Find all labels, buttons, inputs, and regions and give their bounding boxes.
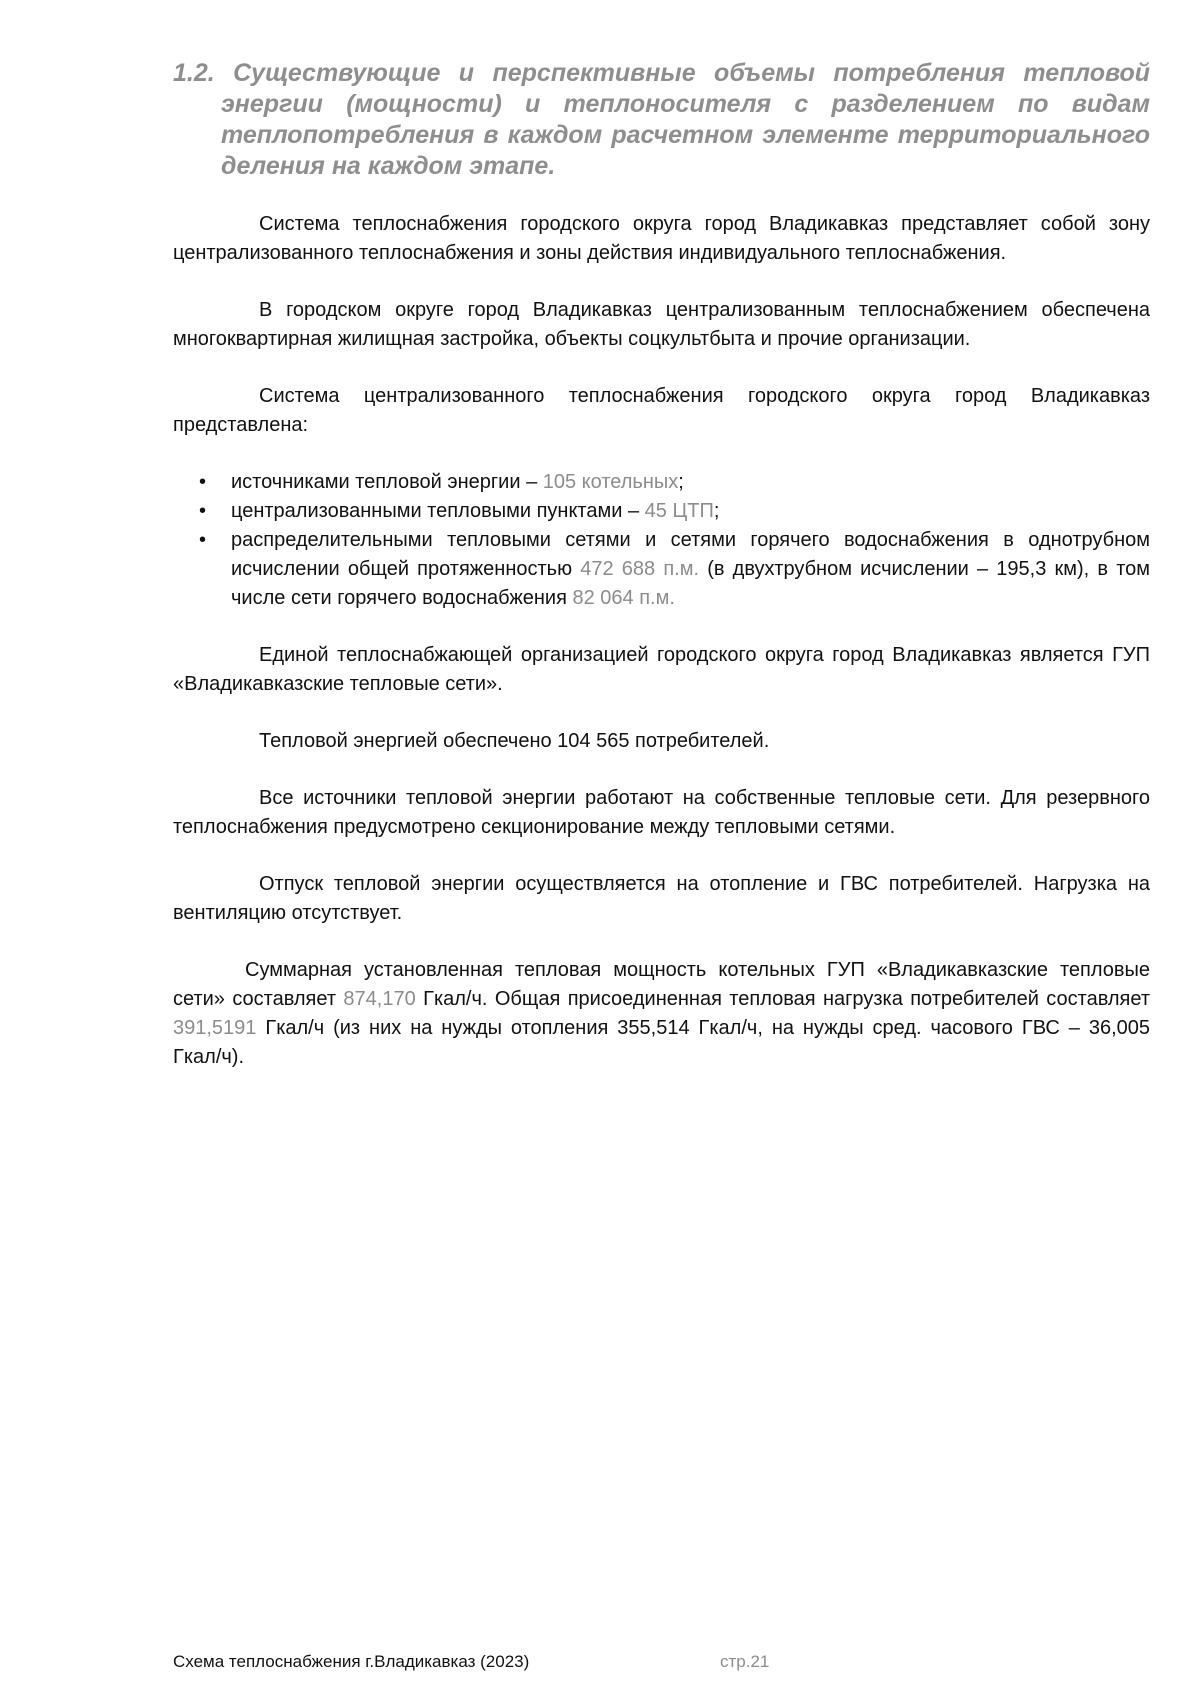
document-page [173,58,1150,1072]
paragraph-supply: Отпуск тепловой энергии осуществляется на отопление и ГВС потребителей. Нагрузка на вентиляцию отсутствует. [173,873,1150,924]
installed-capacity: 874,170 [343,988,416,1010]
bullet-list [173,468,1150,613]
paragraph-system: Система теплоснабжения городского округа город Владикавказ представляет собой зону централизованного теплоснабжения и зоны действия индивидуального теплоснабжения. [173,213,1150,264]
boiler-count: 105 котельных [542,471,679,493]
list-item: • распределительными тепловыми сетями и сетями горячего водоснабжения в однотрубном исчислении общей протяженностью 472 688 п.м. (в двухтрубном исчислении – 195,3 км), в том числе сети горячего водоснабжения 82 064 п.м. [173,526,1150,613]
hot-water-length: 82 064 п.м. [572,587,675,609]
section-heading: 1.2. Существующие и перспективные объемы потребления тепловой энергии (мощности) и теплоносителя с разделением по видам теплопотребления в каждом расчетном элементе территориального деления на каждом этапе. [173,59,1150,180]
paragraph-capacity: Суммарная установленная тепловая мощность котельных ГУП «Владикавказские тепловые сети» составляет 874,170 Гкал/ч. Общая присоединенная тепловая нагрузка потребителей составляет 391,5191 Гкал/ч (из них на нужды отопления 355,514 Гкал/ч, на нужды сред. часового ГВС – 36,005 Гкал/ч). [173,959,1150,1068]
paragraph-organization: Единой теплоснабжающей организацией городского округа город Владикавказ является ГУП «Владикавказские тепловые сети». [173,644,1150,695]
paragraph-sources: Все источники тепловой энергии работают на собственные тепловые сети. Для резервного теплоснабжения предусмотрено секционирование между тепловыми сетями. [173,787,1150,838]
paragraph-coverage: В городском округе город Владикавказ централизованным теплоснабжением обеспечена многоквартирная жилищная застройка, объекты соцкультбыта и прочие организации. [173,299,1150,350]
paragraph-represented: Система централизованного теплоснабжения городского округа город Владикавказ представлена: [173,385,1150,436]
list-item: • централизованными тепловыми пунктами – 45 ЦТП; [173,497,1150,526]
ctp-count: 45 ЦТП [644,500,714,522]
list-item: • источниками тепловой энергии – 105 котельных; [173,468,1150,497]
paragraph-consumers: Тепловой энергией обеспечено 104 565 потребителей. [259,730,770,752]
page-number: стр.21 [720,1652,770,1671]
footer-title: Схема теплоснабжения г.Владикавказ (2023) [173,1652,530,1671]
network-length: 472 688 п.м. [580,558,700,580]
connected-load: 391,5191 [173,1017,257,1039]
